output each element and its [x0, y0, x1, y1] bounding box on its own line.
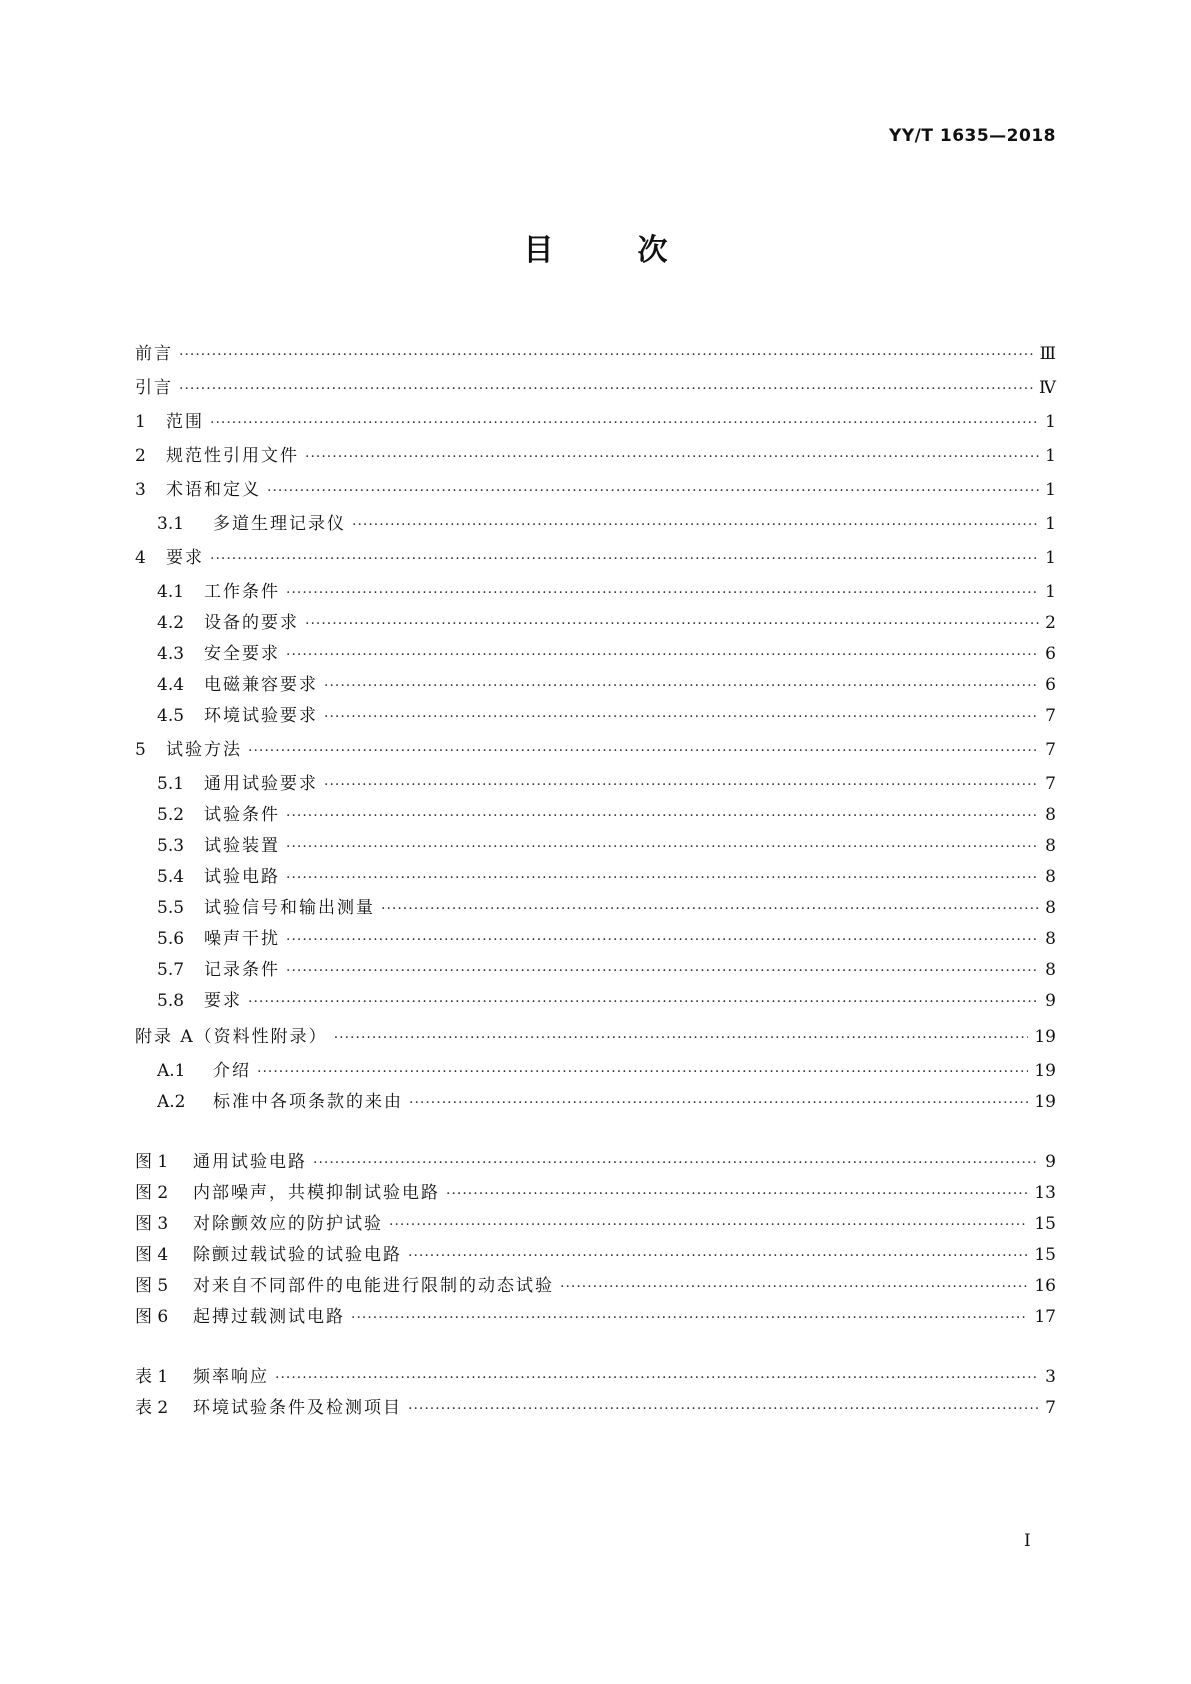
figure-label: 对来自不同部件的电能进行限制的动态试验 — [193, 1276, 554, 1296]
figure-number: 图 6 — [135, 1307, 169, 1327]
toc-leader — [286, 962, 1039, 980]
figure-number: 图 4 — [135, 1245, 169, 1265]
toc-label: 标准中各项条款的来由 — [213, 1092, 403, 1112]
toc-page: 8 — [1045, 867, 1056, 887]
toc-page: 15 — [1034, 1245, 1056, 1265]
toc-page: 17 — [1034, 1307, 1056, 1327]
table-number: 表 2 — [135, 1398, 169, 1418]
toc-label: 前言 — [135, 344, 173, 364]
toc-leader — [389, 1216, 1028, 1234]
toc-page: 19 — [1034, 1027, 1056, 1047]
toc-number: 5 — [135, 740, 146, 760]
figure-label: 通用试验电路 — [193, 1152, 307, 1172]
toc-number: 5.2 — [157, 805, 185, 825]
toc-number: 5.7 — [157, 960, 185, 980]
table-of-contents — [135, 326, 1056, 1418]
toc-number: 4.3 — [157, 644, 185, 664]
toc-label: 环境试验要求 — [204, 706, 318, 726]
table-label: 频率响应 — [193, 1367, 269, 1387]
toc-label: 通用试验要求 — [204, 774, 318, 794]
toc-number: 3.1 — [157, 514, 185, 534]
toc-page: 1 — [1045, 548, 1056, 568]
toc-number: A.1 — [157, 1061, 186, 1081]
toc-number: 5.5 — [157, 898, 185, 918]
toc-label: 引言 — [135, 378, 173, 398]
page-title — [0, 225, 1191, 269]
toc-label: 试验电路 — [204, 867, 280, 887]
toc-leader — [313, 1154, 1039, 1172]
title-char-2: 次 — [637, 233, 668, 268]
toc-label: 工作条件 — [204, 582, 280, 602]
toc-leader — [286, 646, 1039, 664]
figure-label: 起搏过载测试电路 — [193, 1307, 345, 1327]
toc-label: 噪声干扰 — [204, 929, 280, 949]
toc-entry-4-4[interactable] — [135, 664, 1056, 695]
toc-page: 7 — [1045, 774, 1056, 794]
toc-leader — [408, 1247, 1028, 1265]
toc-entry-intro[interactable] — [135, 364, 1056, 398]
table-number: 表 1 — [135, 1367, 169, 1387]
toc-page: 1 — [1045, 514, 1056, 534]
toc-label: 介绍 — [213, 1061, 251, 1081]
figure-label: 除颤过载试验的试验电路 — [193, 1245, 402, 1265]
toc-leader — [446, 1185, 1028, 1203]
toc-page: 6 — [1045, 644, 1056, 664]
toc-entry-5-1[interactable] — [135, 760, 1056, 794]
toc-label: 设备的要求 — [204, 613, 299, 633]
toc-label: 术语和定义 — [166, 480, 261, 500]
toc-page: 8 — [1045, 898, 1056, 918]
toc-page: 1 — [1045, 412, 1056, 432]
toc-entry-3-1[interactable] — [135, 500, 1056, 534]
toc-label: 附录 A（资料性附录） — [135, 1027, 328, 1047]
toc-entry-annex-a[interactable] — [135, 1011, 1056, 1047]
toc-entry-4-1[interactable] — [135, 568, 1056, 602]
toc-table-2[interactable] — [135, 1387, 1056, 1418]
toc-entry-5-4[interactable] — [135, 856, 1056, 887]
toc-number: 5.6 — [157, 929, 185, 949]
toc-number: 4.1 — [157, 582, 185, 602]
toc-entry-5-7[interactable] — [135, 949, 1056, 980]
toc-leader — [286, 869, 1039, 887]
toc-entry-preface[interactable] — [135, 332, 1056, 364]
toc-leader — [248, 993, 1039, 1011]
toc-label: 试验方法 — [166, 740, 242, 760]
toc-table-1[interactable] — [135, 1355, 1056, 1387]
toc-entry-1[interactable] — [135, 398, 1056, 432]
toc-number: 4 — [135, 548, 146, 568]
toc-page: 8 — [1045, 929, 1056, 949]
toc-leader — [560, 1278, 1028, 1296]
toc-page: 6 — [1045, 675, 1056, 695]
toc-page: 1 — [1045, 480, 1056, 500]
toc-label: 试验条件 — [204, 805, 280, 825]
toc-entry-5-8[interactable] — [135, 980, 1056, 1011]
toc-label: 试验信号和输出测量 — [204, 898, 375, 918]
toc-leader — [305, 615, 1039, 633]
figure-label: 对除颤效应的防护试验 — [193, 1214, 383, 1234]
toc-entry-5-5[interactable] — [135, 887, 1056, 918]
toc-page: 9 — [1045, 1152, 1056, 1172]
toc-label: 要求 — [204, 991, 242, 1011]
figure-number: 图 2 — [135, 1183, 169, 1203]
toc-label: 记录条件 — [204, 960, 280, 980]
toc-entry-4[interactable] — [135, 534, 1056, 568]
toc-page: 7 — [1045, 740, 1056, 760]
toc-leader — [324, 776, 1039, 794]
toc-figure-6[interactable] — [135, 1296, 1056, 1327]
toc-leader — [286, 584, 1039, 602]
toc-leader — [352, 516, 1039, 534]
toc-number: A.2 — [157, 1092, 186, 1112]
toc-page: 7 — [1045, 1398, 1056, 1418]
toc-leader — [305, 448, 1039, 466]
toc-page: 19 — [1034, 1061, 1056, 1081]
toc-figure-1[interactable] — [135, 1140, 1056, 1172]
toc-leader — [381, 900, 1039, 918]
toc-leader — [179, 346, 1034, 364]
toc-page: 7 — [1045, 706, 1056, 726]
toc-entry-5-2[interactable] — [135, 794, 1056, 825]
toc-number: 5.8 — [157, 991, 185, 1011]
toc-page: 15 — [1034, 1214, 1056, 1234]
toc-label: 电磁兼容要求 — [204, 675, 318, 695]
toc-entry-3[interactable] — [135, 466, 1056, 500]
toc-label: 规范性引用文件 — [166, 446, 299, 466]
toc-leader — [248, 742, 1039, 760]
toc-page: 3 — [1045, 1367, 1056, 1387]
toc-entry-a-2[interactable] — [135, 1081, 1056, 1112]
table-label: 环境试验条件及检测项目 — [193, 1398, 402, 1418]
toc-page: 8 — [1045, 960, 1056, 980]
toc-page: 2 — [1045, 613, 1056, 633]
toc-page: 19 — [1034, 1092, 1056, 1112]
toc-leader — [408, 1400, 1039, 1418]
toc-label: 试验装置 — [204, 836, 280, 856]
toc-page: 8 — [1045, 836, 1056, 856]
toc-leader — [324, 708, 1039, 726]
toc-figure-2[interactable] — [135, 1172, 1056, 1203]
toc-page: 9 — [1045, 991, 1056, 1011]
toc-number: 3 — [135, 480, 146, 500]
toc-leader — [286, 838, 1039, 856]
toc-entry-5[interactable] — [135, 726, 1056, 760]
toc-leader — [179, 380, 1033, 398]
toc-entry-a-1[interactable] — [135, 1047, 1056, 1081]
toc-page: Ⅲ — [1039, 344, 1056, 364]
toc-figure-4[interactable] — [135, 1234, 1056, 1265]
toc-page: 13 — [1034, 1183, 1056, 1203]
toc-label: 范围 — [166, 412, 204, 432]
toc-number: 5.3 — [157, 836, 185, 856]
toc-leader — [351, 1309, 1028, 1327]
title-char-1: 目 — [523, 233, 554, 268]
toc-number: 4.2 — [157, 613, 185, 633]
toc-entry-2[interactable] — [135, 432, 1056, 466]
toc-leader — [409, 1094, 1028, 1112]
toc-entry-4-2[interactable] — [135, 602, 1056, 633]
toc-page: 1 — [1045, 582, 1056, 602]
toc-number: 1 — [135, 412, 146, 432]
toc-leader — [267, 482, 1039, 500]
figure-number: 图 1 — [135, 1152, 169, 1172]
toc-leader — [210, 414, 1039, 432]
toc-number: 5.4 — [157, 867, 185, 887]
toc-entry-5-3[interactable] — [135, 825, 1056, 856]
toc-page: 1 — [1045, 446, 1056, 466]
toc-entry-4-5[interactable] — [135, 695, 1056, 726]
figure-number: 图 5 — [135, 1276, 169, 1296]
toc-figure-5[interactable] — [135, 1265, 1056, 1296]
toc-leader — [275, 1369, 1039, 1387]
figure-label: 内部噪声，共模抑制试验电路 — [193, 1183, 440, 1203]
figure-number: 图 3 — [135, 1214, 169, 1234]
toc-label: 要求 — [166, 548, 204, 568]
toc-leader — [324, 677, 1039, 695]
toc-label: 多道生理记录仪 — [213, 514, 346, 534]
toc-figure-3[interactable] — [135, 1203, 1056, 1234]
page-number: I — [1024, 1531, 1031, 1551]
toc-leader — [286, 931, 1039, 949]
toc-page: 16 — [1034, 1276, 1056, 1296]
toc-number: 4.4 — [157, 675, 185, 695]
toc-entry-4-3[interactable] — [135, 633, 1056, 664]
standard-code: YY/T 1635—2018 — [889, 126, 1056, 146]
toc-number: 4.5 — [157, 706, 185, 726]
toc-entry-5-6[interactable] — [135, 918, 1056, 949]
toc-page: Ⅳ — [1039, 378, 1056, 398]
toc-leader — [257, 1063, 1028, 1081]
toc-label: 安全要求 — [204, 644, 280, 664]
toc-leader — [334, 1029, 1029, 1047]
toc-number: 2 — [135, 446, 146, 466]
toc-leader — [286, 807, 1039, 825]
toc-number: 5.1 — [157, 774, 185, 794]
toc-page: 8 — [1045, 805, 1056, 825]
toc-leader — [210, 550, 1039, 568]
